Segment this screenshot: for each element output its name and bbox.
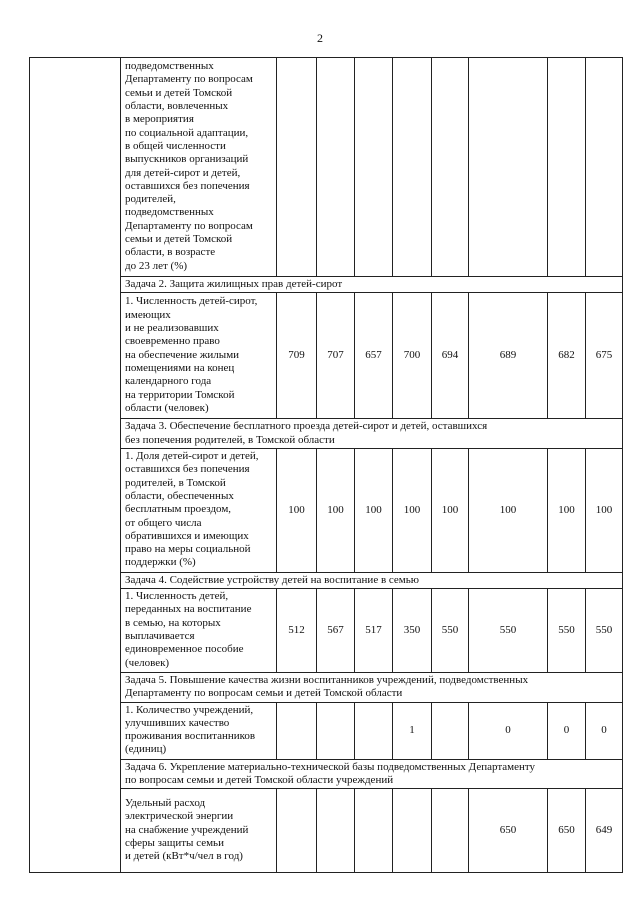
value-cell: 350	[393, 589, 432, 673]
value-cell: 650	[548, 789, 586, 873]
value-cell: 700	[393, 293, 432, 419]
value-cell: 100	[586, 448, 623, 572]
value-cell: 0	[469, 702, 548, 759]
task-heading: Задача 2. Защита жилищных прав детей-сирот	[121, 277, 623, 293]
value-cell: 100	[432, 448, 469, 572]
indicator-label: 1. Численность детей, переданных на воспитание в семью, на которых выплачивается единовременное пособие (человек)	[121, 589, 277, 673]
value-cell: 100	[355, 448, 393, 572]
indicator-label: 1. Численность детей-сирот, имеющих и не реализовавших своевременно право на обеспечение жилыми помещениями на конец календарного года на территории Томской области (человек)	[121, 293, 277, 419]
value-cell: 1	[393, 702, 432, 759]
value-cell: 657	[355, 293, 393, 419]
value-cell: 567	[317, 589, 355, 673]
value-cell: 517	[355, 589, 393, 673]
task-heading: Задача 4. Содействие устройству детей на воспитание в семью	[121, 572, 623, 588]
value-cell: 694	[432, 293, 469, 419]
indicators-table	[29, 57, 623, 873]
indicator-label: Удельный расход электрической энергии на снабжение учреждений сферы защиты семьи и детей (кВт*ч/чел в год)	[121, 789, 277, 873]
value-cell: 550	[586, 589, 623, 673]
value-cell: 689	[469, 293, 548, 419]
value-cell: 709	[277, 293, 317, 419]
value-cell	[317, 702, 355, 759]
table-row	[30, 58, 623, 277]
value-cell	[393, 789, 432, 873]
value-cell: 707	[317, 293, 355, 419]
value-cell	[355, 789, 393, 873]
value-cell	[432, 702, 469, 759]
value-cell: 550	[469, 589, 548, 673]
value-cell: 682	[548, 293, 586, 419]
value-cell: 100	[393, 448, 432, 572]
page-number: 2	[317, 31, 323, 45]
value-cell	[355, 702, 393, 759]
task-heading: Задача 6. Укрепление материально-технической базы подведомственных Департаменту по вопросам семьи и детей Томской области учреждений	[121, 759, 623, 789]
table-cell-empty	[30, 58, 121, 873]
value-cell: 650	[469, 789, 548, 873]
value-cell: 649	[586, 789, 623, 873]
value-cell: 100	[469, 448, 548, 572]
indicator-label: подведомственных Департаменту по вопросам семьи и детей Томской области, вовлеченных в мероприятия по социальной адаптации, в общей численности выпускников организаций для детей-сирот и детей, оставшихся без попечения родителей, подведомственных Департаменту по вопросам семьи и детей Томской области, в возрасте до 23 лет (%)	[121, 58, 277, 277]
value-cell: 675	[586, 293, 623, 419]
value-cell: 0	[548, 702, 586, 759]
task-heading: Задача 5. Повышение качества жизни воспитанников учреждений, подведомственных Департаменту по вопросам семьи и детей Томской области	[121, 672, 623, 702]
value-cell: 512	[277, 589, 317, 673]
value-cell: 100	[548, 448, 586, 572]
value-cell: 100	[317, 448, 355, 572]
value-cell: 100	[277, 448, 317, 572]
value-cell: 550	[432, 589, 469, 673]
value-cell	[432, 789, 469, 873]
indicator-label: 1. Доля детей-сирот и детей, оставшихся без попечения родителей, в Томской области, обеспеченных бесплатным проездом, от общего числа обратившихся и имеющих право на меры социальной поддержки (%)	[121, 448, 277, 572]
value-cell: 550	[548, 589, 586, 673]
value-cell	[317, 789, 355, 873]
task-heading: Задача 3. Обеспечение бесплатного проезда детей-сирот и детей, оставшихся без попечения родителей, в Томской области	[121, 419, 623, 449]
value-cell	[277, 789, 317, 873]
value-cell: 0	[586, 702, 623, 759]
value-cell	[277, 702, 317, 759]
indicator-label: 1. Количество учреждений, улучшивших качество проживания воспитанников (единиц)	[121, 702, 277, 759]
